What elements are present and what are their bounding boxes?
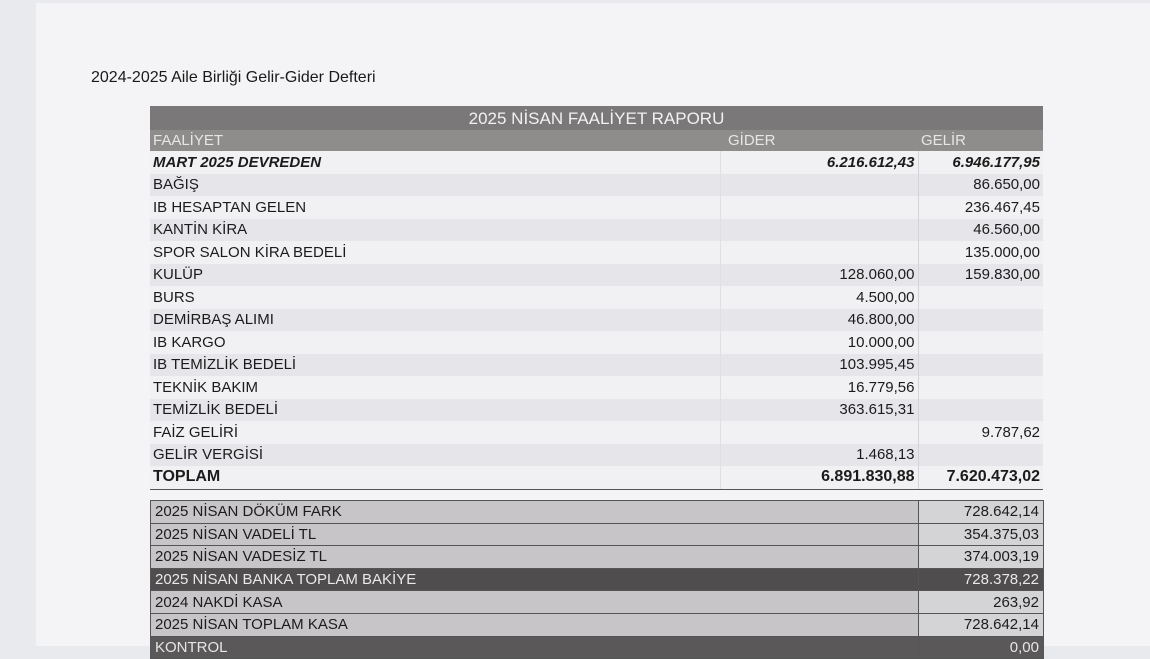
table-row — [150, 286, 1043, 309]
summary-label: 2025 NİSAN DÖKÜM FARK — [151, 501, 919, 524]
row-income: 236.467,45 — [918, 196, 1043, 219]
table-row — [150, 264, 1043, 287]
row-expense: 16.779,56 — [720, 376, 918, 399]
total-row — [150, 466, 1043, 489]
row-expense — [720, 219, 918, 242]
report-title: 2025 NİSAN FAALİYET RAPORU — [150, 106, 1043, 130]
row-label: DEMİRBAŞ ALIMI — [150, 309, 720, 332]
summary-label: 2025 NİSAN TOPLAM KASA — [151, 613, 919, 636]
report-table-frame — [150, 151, 1043, 490]
summary-value: 0,00 — [919, 636, 1044, 659]
total-expense: 6.891.830,88 — [720, 466, 918, 489]
summary-value: 354.375,03 — [919, 523, 1044, 546]
table-row — [150, 309, 1043, 332]
table-row — [150, 151, 1043, 174]
row-expense: 363.615,31 — [720, 399, 918, 422]
summary-label: KONTROL — [151, 636, 919, 659]
summary-label: 2025 NİSAN BANKA TOPLAM BAKİYE — [151, 568, 919, 591]
row-label: BURS — [150, 286, 720, 309]
row-expense: 103.995,45 — [720, 354, 918, 377]
summary-row — [151, 636, 1044, 659]
table-row — [150, 376, 1043, 399]
row-label: BAĞIŞ — [150, 174, 720, 197]
summary-value: 374.003,19 — [919, 546, 1044, 569]
table-row — [150, 174, 1043, 197]
row-expense: 128.060,00 — [720, 264, 918, 287]
summary-table — [150, 500, 1044, 659]
row-label: IB TEMİZLİK BEDELİ — [150, 354, 720, 377]
row-label: KULÜP — [150, 264, 720, 287]
row-label: IB HESAPTAN GELEN — [150, 196, 720, 219]
table-row — [150, 219, 1043, 242]
header-income: GELİR — [921, 132, 967, 149]
row-income: 159.830,00 — [918, 264, 1043, 287]
row-income: 9.787,62 — [918, 421, 1043, 444]
table-row — [150, 421, 1043, 444]
summary-value: 728.642,14 — [919, 613, 1044, 636]
row-expense: 46.800,00 — [720, 309, 918, 332]
table-row — [150, 331, 1043, 354]
summary-row — [151, 568, 1044, 591]
row-expense: 1.468,13 — [720, 444, 918, 467]
row-label: KANTİN KİRA — [150, 219, 720, 242]
total-label: TOPLAM — [150, 466, 720, 489]
table-row — [150, 354, 1043, 377]
row-income — [918, 376, 1043, 399]
table-row — [150, 444, 1043, 467]
row-expense: 10.000,00 — [720, 331, 918, 354]
total-income: 7.620.473,02 — [918, 466, 1043, 489]
row-expense: 4.500,00 — [720, 286, 918, 309]
row-income — [918, 444, 1043, 467]
row-label: TEKNİK BAKIM — [150, 376, 720, 399]
row-income — [918, 331, 1043, 354]
summary-label: 2025 NİSAN VADELİ TL — [151, 523, 919, 546]
row-income — [918, 309, 1043, 332]
row-expense — [720, 421, 918, 444]
header-activity: FAALİYET — [153, 132, 224, 149]
row-income: 6.946.177,95 — [918, 151, 1043, 174]
summary-label: 2024 NAKDİ KASA — [151, 591, 919, 614]
row-expense: 6.216.612,43 — [720, 151, 918, 174]
report-table — [150, 151, 1043, 490]
summary-value: 728.378,22 — [919, 568, 1044, 591]
summary-row — [151, 501, 1044, 524]
row-label: TEMİZLİK BEDELİ — [150, 399, 720, 422]
row-label: IB KARGO — [150, 331, 720, 354]
row-label: FAİZ GELİRİ — [150, 421, 720, 444]
document-title: 2024-2025 Aile Birliği Gelir-Gider Defteri — [91, 69, 376, 86]
row-label: SPOR SALON KİRA BEDELİ — [150, 241, 720, 264]
row-expense — [720, 196, 918, 219]
row-expense — [720, 241, 918, 264]
balance-summary — [150, 500, 1043, 659]
row-income — [918, 354, 1043, 377]
summary-value: 263,92 — [919, 591, 1044, 614]
summary-row — [151, 523, 1044, 546]
table-row — [150, 241, 1043, 264]
row-income — [918, 399, 1043, 422]
summary-value: 728.642,14 — [919, 501, 1044, 524]
row-income: 135.000,00 — [918, 241, 1043, 264]
row-label: MART 2025 DEVREDEN — [150, 151, 720, 174]
header-expense: GİDER — [728, 132, 776, 149]
summary-row — [151, 546, 1044, 569]
report-header-row — [150, 130, 1043, 151]
row-income: 86.650,00 — [918, 174, 1043, 197]
summary-label: 2025 NİSAN VADESİZ TL — [151, 546, 919, 569]
row-expense — [720, 174, 918, 197]
row-income — [918, 286, 1043, 309]
table-row — [150, 399, 1043, 422]
activity-report — [150, 106, 1043, 490]
row-label: GELİR VERGİSİ — [150, 444, 720, 467]
summary-row — [151, 613, 1044, 636]
row-income: 46.560,00 — [918, 219, 1043, 242]
table-row — [150, 196, 1043, 219]
summary-row — [151, 591, 1044, 614]
